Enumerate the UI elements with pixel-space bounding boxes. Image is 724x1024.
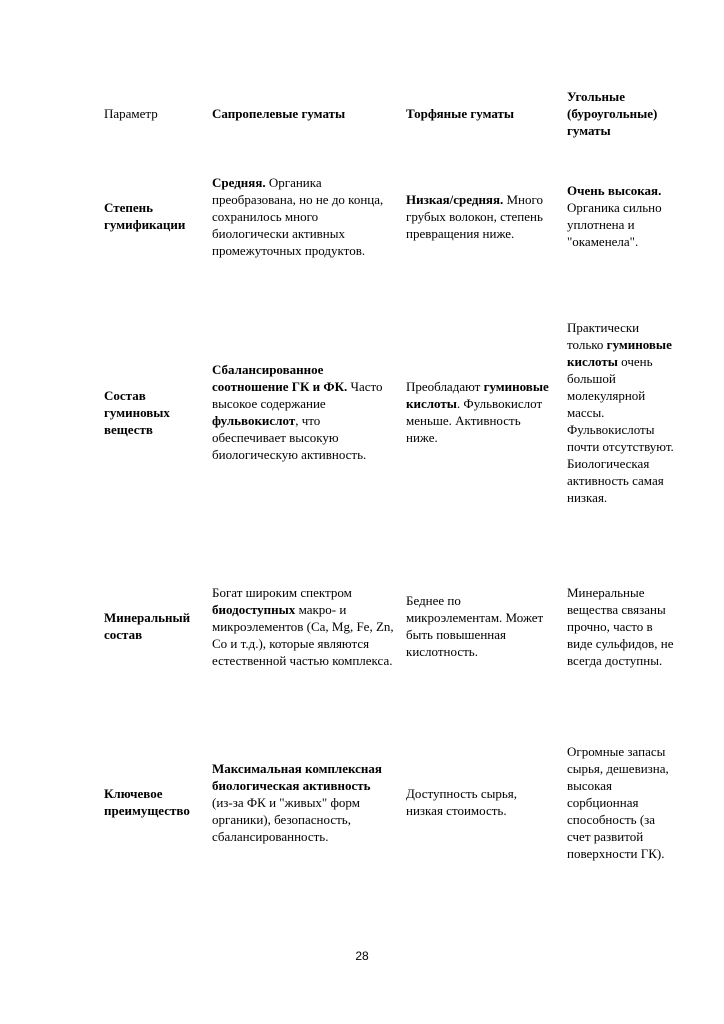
header-coal: Угольные (буроугольные) гуматы xyxy=(567,88,658,138)
peat-cell xyxy=(400,276,561,548)
body-text: макро- и микроэлементов (Ca, Mg, Fe, Zn, Co и т.д.), которые являются естественной частью комплекса. xyxy=(212,601,394,668)
body-text: Беднее по микроэлементам. Может быть повышенная кислотность. xyxy=(406,593,544,659)
body-text: . Фульвокислот меньше. Активность ниже. xyxy=(406,396,543,445)
table-row xyxy=(98,548,680,704)
sapropel-cell xyxy=(206,276,400,548)
body-text: Преобладают xyxy=(406,379,484,394)
body-text: , что обеспечивает высокую биологическую активность. xyxy=(212,413,367,462)
peat-cell xyxy=(400,704,561,900)
header-param: Параметр xyxy=(104,105,158,121)
bold-text: гуминовые кислоты xyxy=(567,336,672,369)
bold-text: гуминовые кислоты xyxy=(406,379,549,411)
header-sapropel: Сапропелевые гуматы xyxy=(212,105,346,121)
coal-cell xyxy=(561,156,680,276)
param-cell: Состав гуминовых веществ xyxy=(104,387,170,437)
body-text: Доступность сырья, низкая стоимость. xyxy=(406,786,518,818)
peat-cell xyxy=(400,156,561,276)
page-number: 28 xyxy=(355,949,369,963)
bold-text: Средняя. xyxy=(212,174,266,190)
body-text: Органика сильно уплотнена и "окаменела". xyxy=(567,200,662,249)
coal-cell xyxy=(561,704,680,900)
bold-text: биодоступных xyxy=(212,601,296,617)
table-row xyxy=(98,156,680,276)
body-text: очень большой молекулярной массы. Фульвокислоты почти отсутствуют. Биологическая активность самая низкая. xyxy=(567,353,674,505)
humates-comparison-table xyxy=(98,70,680,900)
param-cell: Степень гумификации xyxy=(104,200,186,232)
body-text: Богат широким спектром xyxy=(212,584,352,600)
table-header-row xyxy=(98,70,680,156)
bold-text: Очень высокая. xyxy=(567,183,662,198)
sapropel-cell xyxy=(206,156,400,276)
body-text: Огромные запасы сырья, дешевизна, высокая сорбционная способность (за счет развитой поверхности ГК). xyxy=(567,743,669,861)
header-peat: Торфяные гуматы xyxy=(406,105,515,121)
bold-text: Низкая/средняя. xyxy=(406,191,504,207)
peat-cell xyxy=(400,548,561,704)
body-text: Часто высокое содержание xyxy=(212,379,383,411)
sapropel-cell xyxy=(206,548,400,704)
bold-text: фульвокислот xyxy=(212,413,296,428)
body-text: Минеральные вещества связаны прочно, часто в виде сульфидов, не всегда доступны. xyxy=(567,584,674,668)
param-cell: Минеральный состав xyxy=(104,610,191,642)
sapropel-cell xyxy=(206,704,400,900)
bold-text: Максимальная комплексная биологическая активность xyxy=(212,760,382,793)
body-text: Много грубых волокон, степень превращения ниже. xyxy=(406,191,544,241)
table-row xyxy=(98,704,680,900)
body-text: Практически только xyxy=(567,319,640,352)
coal-cell xyxy=(561,276,680,548)
table-row xyxy=(98,276,680,548)
body-text: Органика преобразована, но не до конца, сохранилось много биологически активных промежуточных продуктов. xyxy=(212,174,384,258)
coal-cell xyxy=(561,548,680,704)
param-cell: Ключевое преимущество xyxy=(104,786,190,818)
body-text: (из-за ФК и "живых" форм органики), безопасность, сбалансированность. xyxy=(212,794,360,844)
bold-text: Сбалансированное соотношение ГК и ФК. xyxy=(212,362,348,394)
